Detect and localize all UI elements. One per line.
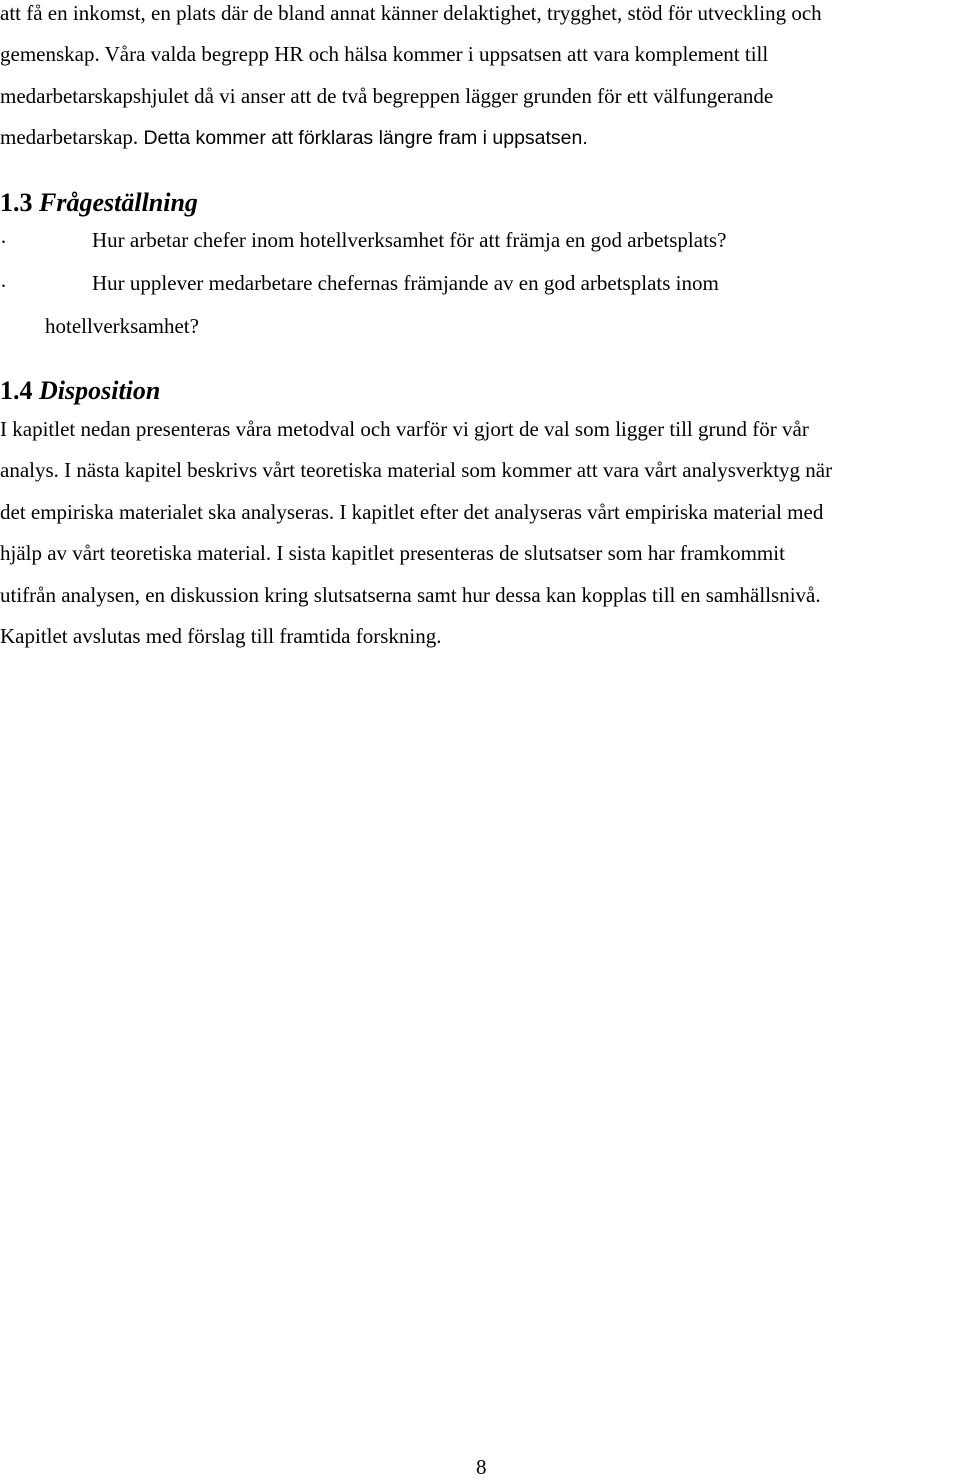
question-item: Hur arbetar chefer inom hotellverksamhet för att främja en god arbetsplats? <box>92 228 727 252</box>
bullet-marker: · <box>0 230 7 254</box>
intro-line: medarbetarskapshjulet då vi anser att de två begreppen lägger grunden för ett välfungerande <box>0 84 774 108</box>
section-title: Disposition <box>39 376 161 405</box>
intro-line <box>0 124 588 151</box>
bullet-marker: · <box>0 274 7 298</box>
section-number: 1.3 <box>0 188 33 217</box>
disposition-line: analys. I nästa kapitel beskrivs vårt teoretiska material som kommer att vara vårt analysverktyg när <box>0 458 833 482</box>
disposition-line: I kapitlet nedan presenteras våra metodval och varför vi gjort de val som ligger till grund för vår <box>0 417 809 441</box>
intro-line-sans-part: Detta kommer att förklaras längre fram i uppsatsen. <box>143 127 588 149</box>
intro-line-serif-part: medarbetarskap. <box>0 125 144 149</box>
section-number: 1.4 <box>0 376 33 405</box>
question-item-continuation: hotellverksamhet? <box>45 314 199 338</box>
disposition-line: Kapitlet avslutas med förslag till framtida forskning. <box>0 624 442 648</box>
disposition-line: utifrån analysen, en diskussion kring slutsatserna samt hur dessa kan kopplas till en samhällsnivå. <box>0 583 821 607</box>
intro-line: gemenskap. Våra valda begrepp HR och hälsa kommer i uppsatsen att vara komplement till <box>0 42 769 66</box>
disposition-line: det empiriska materialet ska analyseras. I kapitlet efter det analyseras vårt empiriska material med <box>0 500 824 524</box>
page-number: 8 <box>476 1455 487 1479</box>
section-title: Frågeställning <box>39 188 198 217</box>
intro-line: att få en inkomst, en plats där de bland annat känner delaktighet, trygghet, stöd för utveckling och <box>0 1 822 25</box>
intro-line-text <box>0 125 588 149</box>
section-heading <box>0 188 198 218</box>
section-heading <box>0 376 160 406</box>
question-item: Hur upplever medarbetare chefernas främjande av en god arbetsplats inom <box>92 271 719 295</box>
disposition-line: hjälp av vårt teoretiska material. I sista kapitlet presenteras de slutsatser som har framkommit <box>0 541 785 565</box>
